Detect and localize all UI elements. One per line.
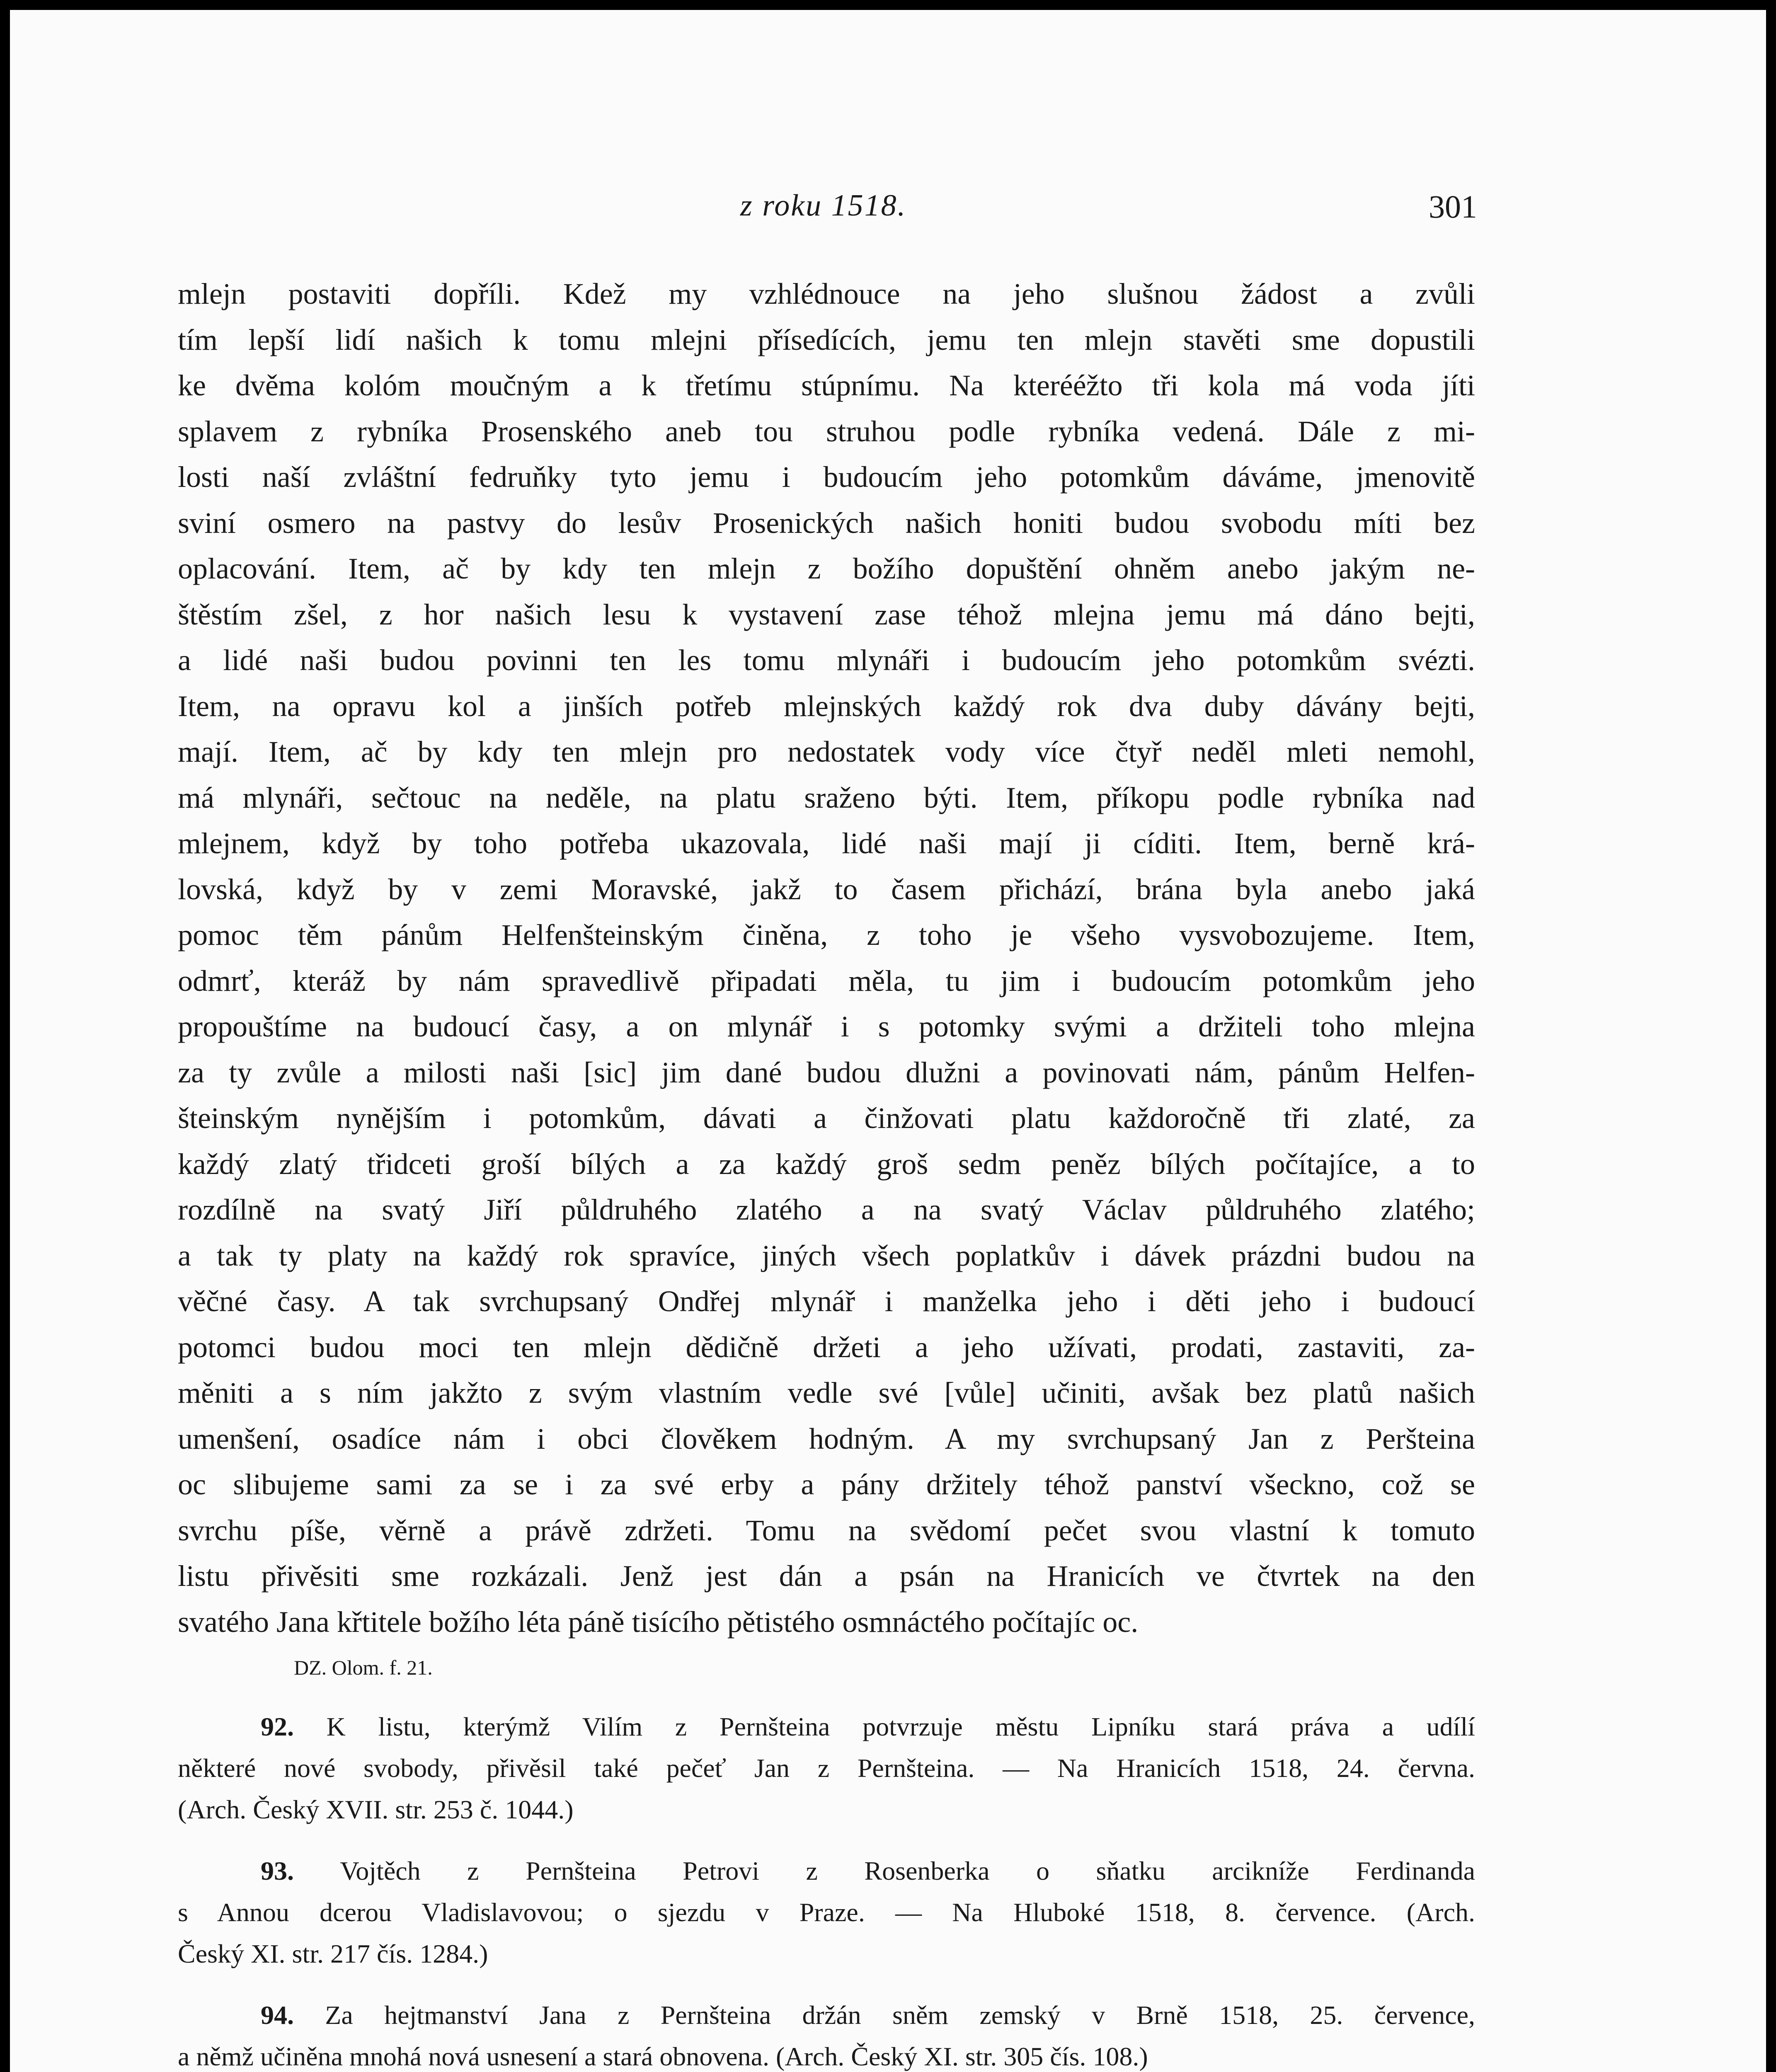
entry-text: Za hejtmanství Jana z Pernšteina držán sněm zemský v Brně 1518, 25. července, xyxy=(294,2000,1475,2030)
text-line: měniti a s ním jakžto z svým vlastním vedle své [vůle] učiniti, avšak bez platů našich xyxy=(178,1376,1475,1409)
source-citation: DZ. Olom. f. 21. xyxy=(294,1656,433,1679)
page-number: 301 xyxy=(1429,189,1477,225)
text-line: umenšení, osadíce nám i obci člověkem hodným. A my svrchupsaný Jan z Peršteina xyxy=(178,1422,1475,1455)
entry-number: 92. xyxy=(261,1712,294,1741)
text-line: potomci budou moci ten mlejn dědičně držeti a jeho užívati, prodati, zastaviti, za- xyxy=(178,1330,1475,1364)
text-line: ke dvěma kolóm moučným a k třetímu stúpnímu. Na kterééžto tři kola má voda jíti xyxy=(178,369,1475,402)
text-line: lovská, když by v zemi Moravské, jakž to časem přichází, brána byla anebo jaká xyxy=(178,872,1475,906)
text-line: rozdílně na svatý Jiří půldruhého zlatého a na svatý Václav půldruhého zlatého; xyxy=(178,1193,1475,1226)
charter-text xyxy=(178,271,1475,1645)
entry-text: některé nové svobody, přivěsil také pečeť Jan z Pernšteina. — Na Hranicích 1518, 24. června. xyxy=(178,1753,1475,1783)
text-line: sviní osmero na pastvy do lesův Prosenických našich honiti budou svobodu míti bez xyxy=(178,506,1475,540)
text-line: mlejn postaviti dopříli. Kdež my vzhlédnouce na jeho slušnou žádost a zvůli xyxy=(178,277,1475,310)
entry-number: 93. xyxy=(261,1856,294,1886)
text-line: oc slibujeme sami za se i za své erby a pány držitely téhož panství všeckno, což se xyxy=(178,1468,1475,1501)
text-line: splavem z rybníka Prosenského aneb tou struhou podle rybníka vedená. Dále z mi- xyxy=(178,414,1475,448)
text-line: odmrť, kteráž by nám spravedlivě připadati měla, tu jim i budoucím potomkům jeho xyxy=(178,964,1475,997)
regest-entry xyxy=(178,1995,1475,2072)
text-line: za ty zvůle a milosti naši [sic] jim dané budou dlužni a povinovati nám, pánům Helfen- xyxy=(178,1055,1475,1089)
text-line: listu přivěsiti sme rozkázali. Jenž jest dán a psán na Hranicích ve čtvrtek na den xyxy=(178,1559,1475,1593)
regest-entry xyxy=(178,1706,1475,1830)
text-line: šteinským nynějším i potomkům, dávati a činžovati platu každoročně tři zlaté, za xyxy=(178,1101,1475,1135)
entry-text: Vojtěch z Pernšteina Petrovi z Rosenberka o sňatku arcikníže Ferdinanda xyxy=(294,1856,1475,1886)
text-line: pomoc těm pánům Helfenšteinským činěna, z toho je všeho vysvobozujeme. Item, xyxy=(178,918,1475,951)
running-title: z roku 1518. xyxy=(740,189,907,223)
text-line: a tak ty platy na každý rok spravíce, jiných všech poplatkův i dávek prázdni budou na xyxy=(178,1239,1475,1272)
text-line: oplacování. Item, ač by kdy ten mlejn z božího dopuštění ohněm anebo jakým ne- xyxy=(178,552,1475,585)
text-line: propouštíme na budoucí časy, a on mlynář i s potomky svými a držiteli toho mlejna xyxy=(178,1010,1475,1043)
document-body xyxy=(178,271,1475,2072)
entry-text: a němž učiněna mnohá nová usnesení a stará obnovena. (Arch. Český XI. str. 305 čís. 108.) xyxy=(178,2042,1148,2071)
page-header xyxy=(170,188,1477,238)
text-line: každý zlatý třidceti groší bílých a za každý groš sedm peněz bílých počítajíce, a to xyxy=(178,1147,1475,1181)
entry-text: (Arch. Český XVII. str. 253 č. 1044.) xyxy=(178,1795,574,1824)
text-line: svatého Jana křtitele božího léta páně tisícího pětistého osmnáctého počítajíc oc. xyxy=(178,1605,1139,1639)
entry-text: K listu, kterýmž Vilím z Pernšteina potvrzuje městu Lipníku stará práva a udílí xyxy=(294,1712,1475,1741)
text-line: věčné časy. A tak svrchupsaný Ondřej mlynář i manželka jeho i děti jeho i budoucí xyxy=(178,1285,1475,1318)
text-line: Item, na opravu kol a jinších potřeb mlejnských každý rok dva duby dávány bejti, xyxy=(178,689,1475,723)
entry-text: s Annou dcerou Vladislavovou; o sjezdu v Praze. — Na Hluboké 1518, 8. července. (Arch. xyxy=(178,1898,1475,1927)
regest-entry xyxy=(178,1850,1475,1975)
text-line: má mlynáři, sečtouc na neděle, na platu sraženo býti. Item, příkopu podle rybníka nad xyxy=(178,781,1475,814)
text-line: a lidé naši budou povinni ten les tomu mlynáři i budoucím jeho potomkům svézti. xyxy=(178,644,1475,677)
document-page xyxy=(10,10,1766,2072)
text-line: mají. Item, ač by kdy ten mlejn pro nedostatek vody více čtyř neděl mleti nemohl, xyxy=(178,735,1475,768)
entry-number: 94. xyxy=(261,2000,294,2030)
text-line: mlejnem, když by toho potřeba ukazovala, lidé naši mají ji cíditi. Item, berně krá- xyxy=(178,827,1475,860)
text-line: tím lepší lidí našich k tomu mlejni přísedících, jemu ten mlejn stavěti sme dopustili xyxy=(178,323,1475,356)
entry-text: Český XI. str. 217 čís. 1284.) xyxy=(178,1939,488,1968)
text-line: svrchu píše, věrně a právě zdržeti. Tomu na svědomí pečet svou vlastní k tomuto xyxy=(178,1513,1475,1547)
text-line: štěstím zšel, z hor našich lesu k vystavení zase téhož mlejna jemu má dáno bejti, xyxy=(178,598,1475,631)
text-line: losti naší zvláštní fedruňky tyto jemu i budoucím jeho potomkům dáváme, jmenovitě xyxy=(178,460,1475,494)
